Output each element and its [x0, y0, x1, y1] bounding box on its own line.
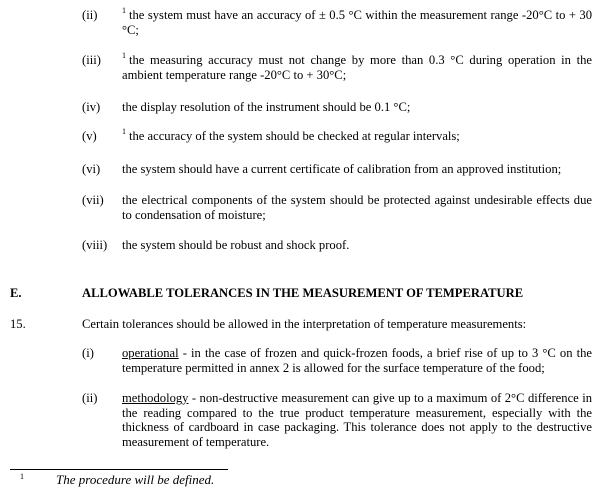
tolerance-term: methodology	[122, 391, 189, 405]
list-item-number: (v)	[82, 129, 97, 143]
list-item-body: the accuracy of the system should be checked at regular intervals;	[129, 129, 460, 143]
paragraph-text: Certain tolerances should be allowed in the interpretation of temperature measurements:	[82, 317, 527, 331]
list-item-body: the system should have a current certificate of calibration from an approved institution;	[122, 162, 562, 176]
list-item-body: the system must have an accuracy of ± 0.5 °C within the measurement range -20°C to + 30 °C;	[122, 8, 592, 37]
footnote-text: The procedure will be defined.	[56, 472, 215, 487]
list-item-text	[122, 391, 592, 449]
list-item-text	[122, 346, 592, 375]
list-item-body: the electrical components of the system should be protected against undesirable effects due to condensation of moisture;	[122, 193, 592, 222]
list-item-number: (iv)	[82, 100, 101, 114]
list-item-body: the display resolution of the instrument should be 0.1 °C;	[122, 100, 411, 114]
footnote-reference: 1	[122, 5, 126, 15]
list-item-number: (iii)	[82, 53, 101, 67]
list-item-number: (ii)	[82, 391, 98, 405]
list-item-number: (vii)	[82, 193, 104, 207]
list-item-number: (vi)	[82, 162, 101, 176]
footnote-reference: 1	[122, 50, 126, 60]
list-item-number: (i)	[82, 346, 94, 360]
section-title: ALLOWABLE TOLERANCES IN THE MEASUREMENT OF TEMPERATURE	[82, 286, 524, 300]
footnote-reference: 1	[122, 126, 126, 136]
list-item-text	[122, 50, 592, 82]
tolerance-term: operational	[122, 346, 179, 360]
list-item-text	[122, 162, 592, 177]
footnote-separator	[10, 469, 228, 470]
list-item-text	[122, 5, 592, 37]
paragraph-number: 15.	[10, 317, 26, 331]
footnote-mark: 1	[20, 472, 24, 481]
list-item-body: - in the case of frozen and quick-frozen foods, a brief rise of up to 3 °C on the temperature permitted in annex 2 is allowed for the surface temperature of the food;	[122, 346, 592, 375]
list-item-number: (ii)	[82, 8, 98, 22]
section-letter: E.	[10, 286, 22, 300]
list-item-body: the measuring accuracy must not change by more than 0.3 °C during operation in the ambient temperature range -20°C to + 30°C;	[122, 53, 592, 82]
list-item-text	[122, 193, 592, 222]
list-item-number: (viii)	[82, 238, 108, 252]
list-item-body: - non-destructive measurement can give up to a maximum of 2°C difference in the reading compared to the true product temperature measurement, especially with the thickness of cardboard in case packaging. This tolerance does not apply to the destructive measurement of temperature.	[122, 391, 592, 449]
list-item-text	[122, 100, 592, 115]
list-item-text	[122, 238, 592, 253]
list-item-text	[122, 126, 592, 144]
list-item-body: the system should be robust and shock proof.	[122, 238, 350, 252]
